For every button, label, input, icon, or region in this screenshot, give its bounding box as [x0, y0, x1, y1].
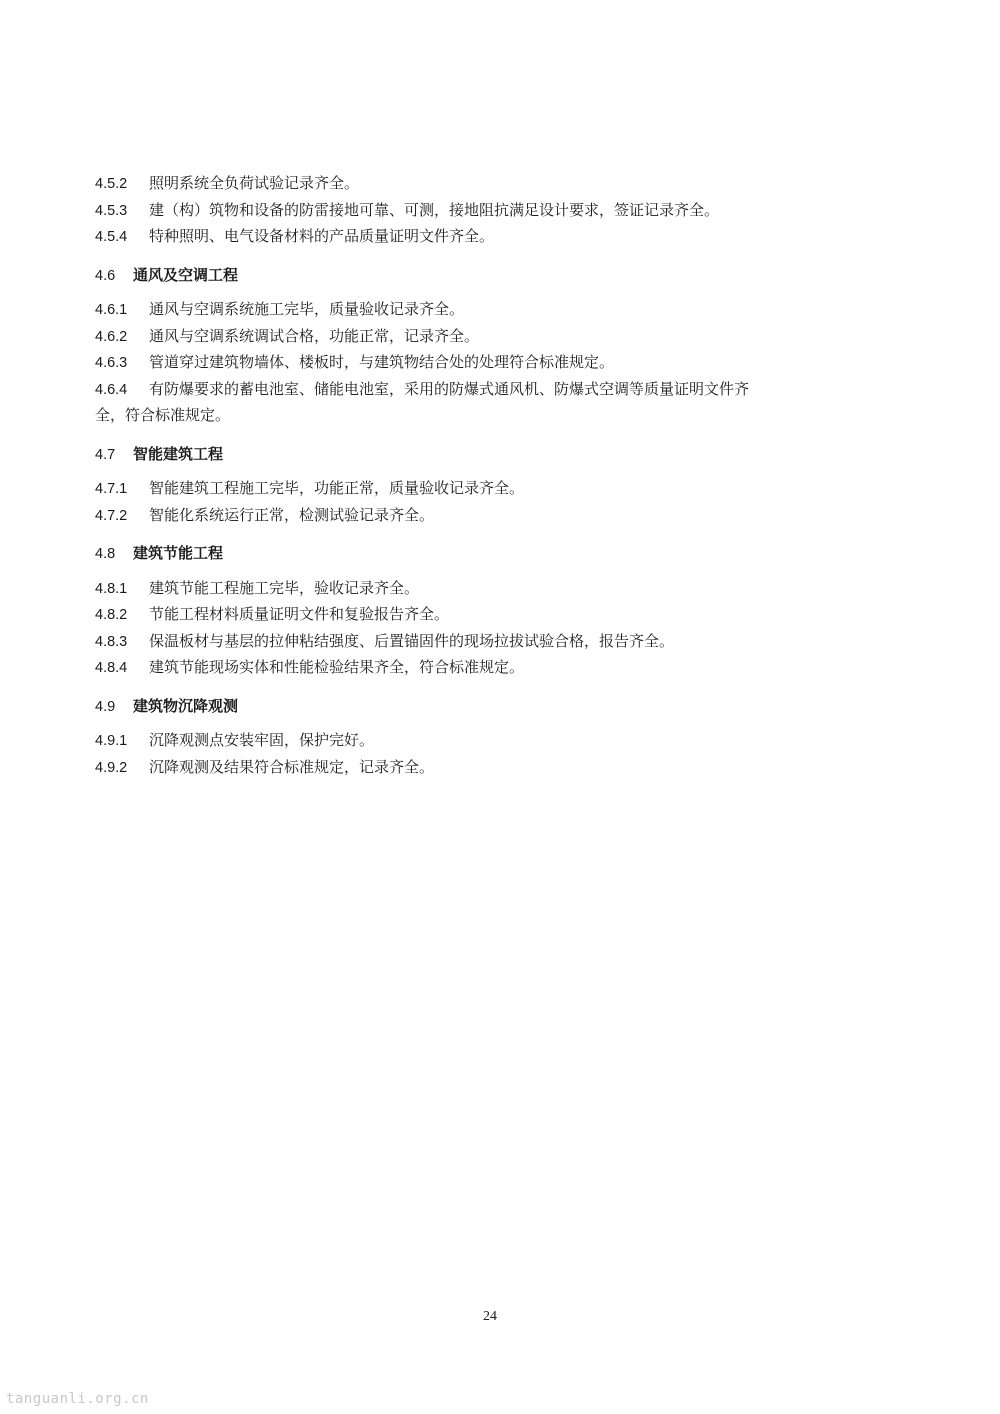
clause-4-8-2	[95, 601, 895, 628]
clause-4-8-1	[95, 575, 895, 602]
clause-text: 通风与空调系统施工完毕，质量验收记录齐全。	[149, 300, 465, 318]
section-title: 智能建筑工程	[133, 444, 224, 463]
clause-4-5-3	[95, 197, 895, 224]
clause-text: 沉降观测及结果符合标准规定，记录齐全。	[149, 757, 435, 776]
clause-number: 4.8.1	[95, 580, 128, 597]
clause-text: 管道穿过建筑物墙体、楼板时，与建筑物结合处的处理符合标准规定。	[149, 353, 615, 371]
section-heading	[95, 540, 895, 567]
clause-number: 4.6.1	[95, 302, 128, 318]
section-number: 4.7	[95, 446, 116, 463]
clause-number: 4.5.4	[95, 229, 128, 245]
section-title: 通风及空调工程	[133, 265, 239, 284]
section-heading	[95, 693, 895, 720]
clause-text: 建筑节能现场实体和性能检验结果齐全，符合标准规定。	[149, 658, 525, 676]
clause-4-6-2	[95, 323, 895, 350]
clause-text: 建（构）筑物和设备的防雷接地可靠、可测，接地阻抗满足设计要求，签证记录齐全。	[149, 200, 720, 219]
clause-number: 4.8.4	[95, 660, 128, 676]
section-4-5-continued	[95, 170, 895, 250]
clause-number: 4.8.3	[95, 633, 128, 650]
clause-4-8-4	[95, 654, 895, 681]
section-number: 4.9	[95, 698, 116, 715]
section-title: 建筑节能工程	[133, 544, 224, 562]
clause-number: 4.7.2	[95, 507, 128, 524]
document-body	[95, 170, 895, 780]
section-4-8	[95, 540, 895, 681]
clause-4-7-1	[95, 475, 895, 502]
section-number: 4.8	[95, 546, 116, 562]
clause-text: 建筑节能工程施工完毕，验收记录齐全。	[149, 578, 420, 597]
clause-number: 4.5.2	[95, 176, 128, 192]
section-heading	[95, 441, 895, 468]
clause-text: 智能建筑工程施工完毕，功能正常，质量验收记录齐全。	[149, 479, 525, 497]
clause-number: 4.5.3	[95, 202, 128, 219]
clause-text: 照明系统全负荷试验记录齐全。	[149, 174, 360, 192]
clause-number: 4.6.2	[95, 328, 128, 345]
clause-number: 4.6.4	[95, 381, 128, 398]
clause-4-9-2	[95, 754, 895, 781]
clause-text: 节能工程材料质量证明文件和复验报告齐全。	[149, 605, 450, 623]
section-4-6	[95, 262, 895, 429]
clause-text: 智能化系统运行正常，检测试验记录齐全。	[149, 505, 435, 524]
clause-number: 4.9.2	[95, 759, 128, 776]
clause-number: 4.7.1	[95, 481, 128, 497]
clause-text: 通风与空调系统调试合格，功能正常，记录齐全。	[149, 326, 480, 345]
site-watermark: tanguanli.org.cn	[6, 1391, 149, 1407]
clause-number: 4.8.2	[95, 607, 128, 623]
clause-4-6-4	[95, 376, 895, 403]
clause-4-9-1	[95, 727, 895, 754]
clause-text: 有防爆要求的蓄电池室、储能电池室，采用的防爆式通风机、防爆式空调等质量证明文件齐	[149, 379, 750, 398]
clause-text: 沉降观测点安装牢固，保护完好。	[149, 731, 375, 749]
section-4-9	[95, 693, 895, 781]
clause-4-6-3	[95, 349, 895, 376]
clause-text: 保温板材与基层的拉伸粘结强度、后置锚固件的现场拉拔试验合格，报告齐全。	[149, 631, 675, 650]
clause-4-5-2	[95, 170, 895, 197]
section-number: 4.6	[95, 267, 116, 284]
clause-4-7-2	[95, 502, 895, 529]
section-heading	[95, 262, 895, 289]
clause-number: 4.6.3	[95, 355, 128, 371]
page-number: 24	[483, 1309, 497, 1324]
clause-4-6-4-continuation: 全，符合标准规定。	[95, 406, 231, 424]
clause-4-6-1	[95, 296, 895, 323]
section-4-7	[95, 441, 895, 529]
clause-4-5-4	[95, 223, 895, 250]
section-title: 建筑物沉降观测	[133, 696, 239, 715]
clause-number: 4.9.1	[95, 733, 128, 749]
clause-text: 特种照明、电气设备材料的产品质量证明文件齐全。	[149, 227, 495, 245]
clause-4-8-3	[95, 628, 895, 655]
